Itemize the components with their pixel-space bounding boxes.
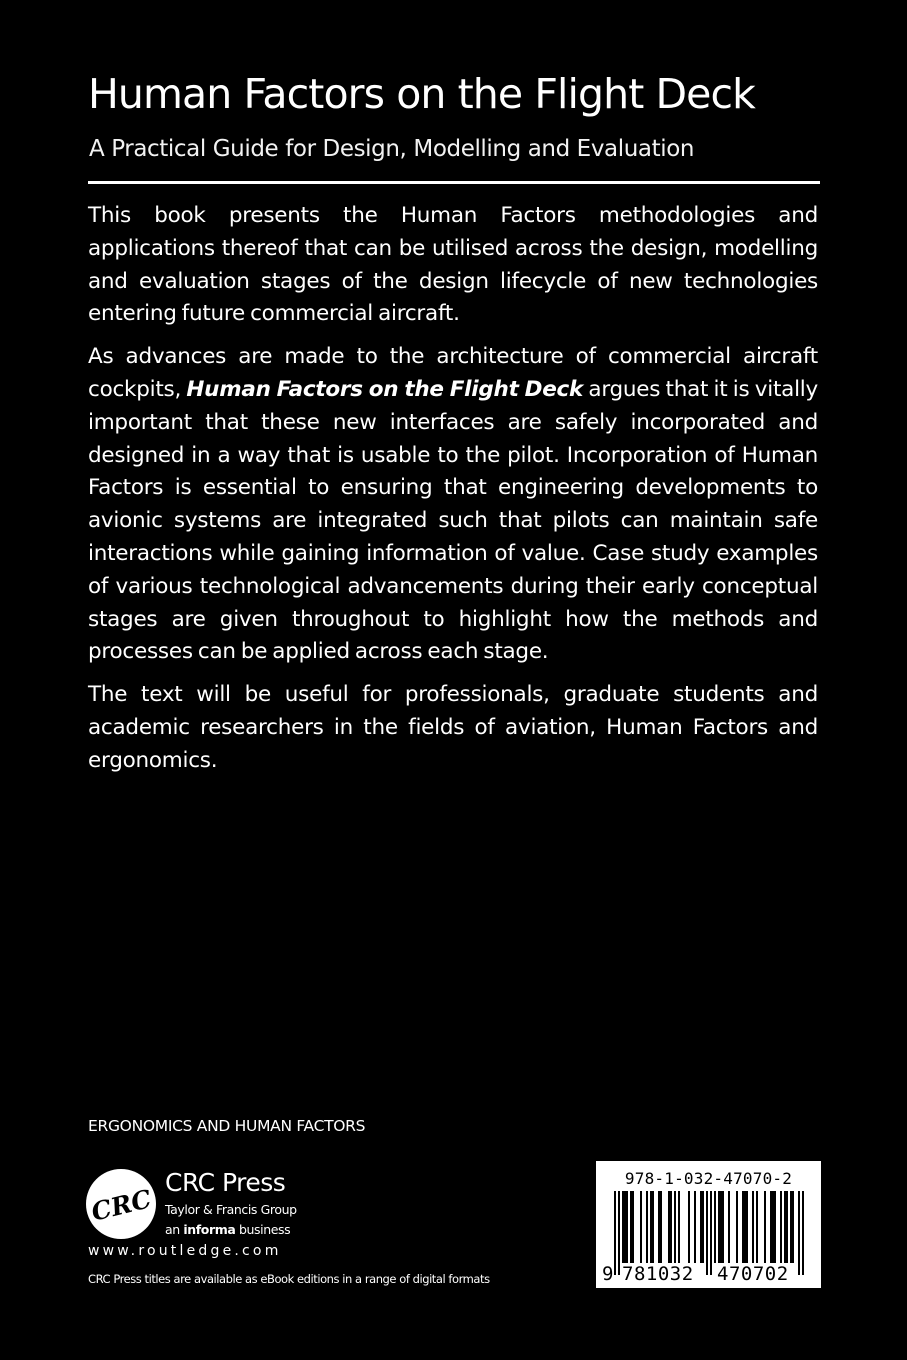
barcode-bar — [640, 1191, 642, 1263]
barcode-bar — [668, 1191, 670, 1263]
barcode-bar — [798, 1191, 800, 1275]
barcode-bar — [802, 1191, 804, 1275]
publisher-group: Taylor & Francis Group — [165, 1202, 297, 1217]
barcode-bar — [772, 1191, 774, 1263]
description-paragraph-1: This book presents the Human Factors methodologies and applications thereof that can be utilised across the design, modelling and evaluation stages of the design lifecycle of new technologies entering future commercial aircraft. — [88, 203, 818, 327]
barcode-bar — [630, 1191, 632, 1263]
crc-logo-icon — [86, 1169, 156, 1239]
barcode-bar — [752, 1191, 754, 1263]
barcode-bar — [702, 1191, 704, 1263]
description-paragraph-2 — [88, 341, 818, 669]
barcode-bar — [722, 1191, 724, 1263]
barcode-bar — [770, 1191, 772, 1263]
barcode-bar — [660, 1191, 662, 1263]
barcode-bar — [736, 1191, 738, 1263]
barcode-bar — [670, 1191, 672, 1263]
barcode-bar — [714, 1191, 716, 1263]
barcode-bar — [718, 1191, 720, 1263]
barcode-bar — [706, 1191, 708, 1275]
publisher-website[interactable]: www.routledge.com — [88, 1243, 282, 1259]
series-name: ERGONOMICS AND HUMAN FACTORS — [88, 1117, 366, 1135]
barcode-bar — [652, 1191, 654, 1263]
barcode-bar — [790, 1191, 792, 1263]
publisher-name: CRC Press — [165, 1168, 286, 1197]
barcode-bar — [784, 1191, 786, 1263]
barcode-bar — [674, 1191, 676, 1263]
barcode-bar — [694, 1191, 696, 1263]
barcode-bar — [618, 1191, 620, 1275]
barcode-bar — [756, 1191, 758, 1263]
barcode-bar — [632, 1191, 634, 1263]
barcode-bar — [744, 1191, 746, 1263]
barcode-bar — [658, 1191, 660, 1263]
barcode-bar — [746, 1191, 748, 1263]
barcode-bar — [728, 1191, 730, 1263]
publisher-informa-line: an informa business — [165, 1222, 291, 1237]
barcode-bar — [786, 1191, 788, 1263]
barcode-bar — [764, 1191, 766, 1263]
barcode-bar — [626, 1191, 628, 1263]
barcode-bar — [720, 1191, 722, 1263]
isbn-text: 978-1-032-47070-2 — [624, 1169, 793, 1188]
isbn-left-group: 781032 — [622, 1263, 694, 1285]
barcode-bar — [678, 1191, 680, 1263]
barcode-bar — [624, 1191, 626, 1263]
description-paragraph-3: The text will be useful for professionals, graduate students and academic researchers in the fields of aviation, Human Factors and ergonomics. — [88, 682, 818, 773]
informa-brand: informa — [183, 1222, 236, 1237]
ebook-availability-note: CRC Press titles are available as eBook editions in a range of digital formats — [88, 1272, 490, 1286]
description-p2-end: argues that it is vitally important that these new interfaces are safely incorporated and designed in a way that is usable to the pilot. Incorporation of Human Factors is essential to ensuring that engineering developments to avionic systems are integrated such that pilots can maintain safe interactions while gaining information of value. Case study examples of various technological advancements during their early conceptual stages are given throughout to highlight how the methods and processes can be applied across each stage. — [88, 376, 818, 665]
description-p2-start: As advances are made to the architecture of commercial aircraft cockpits, — [88, 344, 818, 402]
book-title: Human Factors on the Flight Deck — [88, 70, 755, 118]
book-subtitle: A Practical Guide for Design, Modelling and Evaluation — [89, 136, 695, 162]
barcode-bar — [622, 1191, 624, 1263]
isbn-lead-digit: 9 — [602, 1263, 614, 1285]
barcode-bar — [774, 1191, 776, 1263]
barcode-bar — [742, 1191, 744, 1263]
description-title-emphasis: Human Factors on the Flight Deck — [186, 376, 584, 402]
barcode-bar — [614, 1191, 616, 1275]
isbn-right-group: 470702 — [717, 1263, 789, 1285]
barcode-bar — [780, 1191, 782, 1263]
isbn-barcode — [596, 1161, 821, 1288]
title-divider — [88, 181, 820, 184]
crc-logo-text: CRC — [88, 1184, 155, 1227]
barcode-bar — [650, 1191, 652, 1263]
book-description — [88, 200, 818, 788]
barcode-bar — [688, 1191, 690, 1263]
barcode-bar — [792, 1191, 794, 1263]
barcode-bar — [700, 1191, 702, 1263]
barcode-bar — [710, 1191, 712, 1275]
barcode-bar — [646, 1191, 648, 1263]
